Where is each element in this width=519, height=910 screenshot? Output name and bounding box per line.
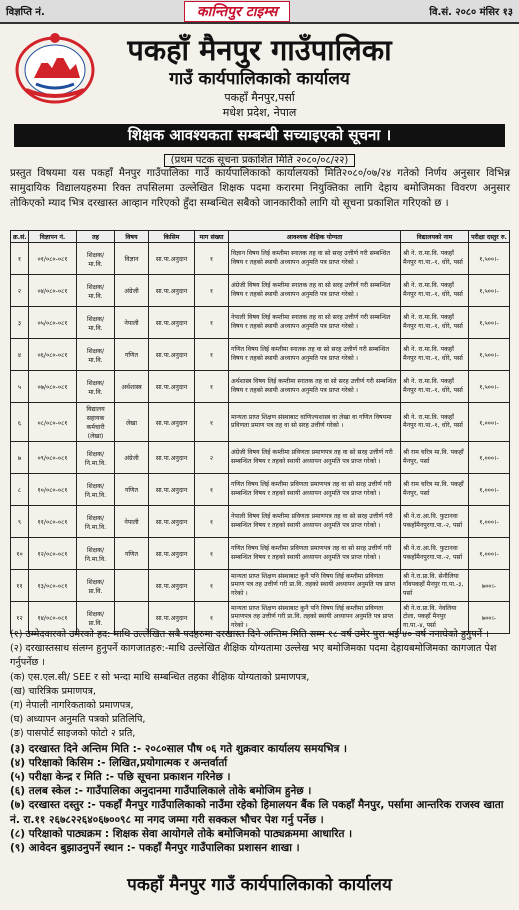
table-cell: १,०००।- [469, 442, 510, 474]
column-header: क्र.सं. [11, 231, 29, 243]
table-cell: १,५००।- [469, 339, 510, 371]
table-cell: शिक्षक/ मा.वि. [77, 371, 115, 403]
table-cell: श्री ने.रा.प्रा.वि. नेवलिया टोला, पकहाँ मैनपुर गा.पा.-४, पर्सा [401, 602, 469, 634]
table-cell: अंग्रेजी [115, 442, 149, 474]
footer-office-name: पकहाँ मैनपुर गाउँ कार्यपालिकाको कार्यालय [127, 875, 392, 895]
table-cell: गणित [115, 538, 149, 570]
notice-detail-item: (३) दरखास्त दिने अन्तिम मिति :- २०८०साल पौष ०६ गते शुक्रवार कार्यालय समयभित्र । [10, 742, 347, 755]
table-cell: ०९/०८०-०८१ [29, 442, 77, 474]
table-cell: अंग्रेजी विषय लिई कम्तीमा प्रविणता प्रमाणपत्र तह वा सो सरह उत्तीर्ण गरी सम्बन्धित विषय र तहको स्थायी अध्यापन अनुमति पत्र प्राप्त गरेको । [229, 442, 401, 474]
table-body [11, 243, 510, 634]
office-title: गाउँ कार्यपालिकाको कार्यालय [169, 69, 350, 89]
table-cell: ९ [11, 506, 29, 538]
table-cell: ११ [11, 570, 29, 602]
requirements-section [10, 628, 510, 855]
table-cell: १,५००।- [469, 275, 510, 307]
table-cell: ०१/०८०-०८१ [29, 243, 77, 275]
table-cell: नेपाली [115, 307, 149, 339]
table-cell: ०५/०८०-०८१ [29, 307, 77, 339]
notes-list [10, 742, 510, 856]
organization-title: पकहाँ मैनपुर गाउँपालिका [127, 33, 392, 67]
intro-paragraph: प्रस्तुत विषयमा यस पकहाँ मैनपुर गाउँपालिका गाउँ कार्यपालिकाको कार्यालयको मिति२०८०/०७/२४ गतेको निर्णय अनुसार विभिन्न सामुदायिक विद्यालयहरुमा रिक्त तपसिलमा उल्लेखित शिक्षक पदमा करारमा नियुक्तिका लागि देहाय बमोजिमका विवरण अनुसार तोकिएको म्याद भित्र दरखास्त आव्हान गरिएको हुँदा सम्बन्धित सबैको जानकारीको लागि यो सूचना प्रकाशित गरिएको छ । [10, 168, 510, 209]
notice-detail-item: (४) परिक्षाको किसिम :- लिखित,प्रयोगात्मक र अन्तर्वार्ता [10, 756, 228, 769]
table-row [11, 371, 510, 403]
table-cell: १४/०८०-०८१ [29, 602, 77, 634]
notice-banner: शिक्षक आवश्यकता सम्बन्धी सच्याइएको सूचना । [14, 124, 505, 147]
first-publication-note: (प्रथम पटक सूचना प्रकाशित मिति २०८०/०८/२२) [0, 152, 519, 166]
table-cell: मान्यता प्राप्त शिक्षण संस्थाबाट वाणिज्यशास्त्र वा लेखा वा गणित विषयमा प्रविणता प्रमाण पत्र तह वा सो सरह उत्तीर्ण गरेको । [229, 403, 401, 442]
table-cell: गणित विषय लिई कम्तीमा प्रविणता प्रमाणपत्र तह वा सो सरह उत्तीर्ण गरी सम्बन्धित विषय र तहको स्थायी अध्यापन अनुमति पत्र प्राप्त गरेको । [229, 474, 401, 506]
table-cell: ७००।- [469, 570, 510, 602]
table-cell: सा.पा.अनुदान [149, 474, 195, 506]
table-cell: गणित [115, 339, 149, 371]
table-cell: ०८/०८०-०८१ [29, 403, 77, 442]
table-cell: २ [11, 275, 29, 307]
table-cell: शिक्षक/ नि.मा.वि. [77, 442, 115, 474]
table-cell: अंग्रेजी विषय लिई कम्तीमा स्नातक तह वा सो सरह उत्तीर्ण गरी सम्बन्धित विषय र तहको स्थायी अध्यापन अनुमति पत्र प्राप्त गरेको । [229, 275, 401, 307]
table-cell: ३ [11, 307, 29, 339]
table-cell: सा.पा.अनुदान [149, 570, 195, 602]
table-cell: सा.पा.अनुदान [149, 307, 195, 339]
table-row [11, 474, 510, 506]
table-cell: १ [195, 339, 229, 371]
table-cell: १ [195, 570, 229, 602]
table-cell: गणित विषय लिई कम्तीमा स्नातक तह वा सो सरह उत्तीर्ण गरी सम्बन्धित विषय र तहको स्थायी अध्यापन अनुमति पत्र प्राप्त गरेको । [229, 339, 401, 371]
notice-detail-item: (९) आवेदन बुझाउनुपर्ने स्थान :- पकहाँ मैनपुर गाउँपालिका प्रशासन शाखा । [10, 842, 300, 855]
table-cell: ६ [11, 403, 29, 442]
table-cell: श्री ने. रा.मा.वि. पकहाँ मैनपुर गा.पा.-१, धोरे, पर्सा [401, 339, 469, 371]
table-cell: १२/०८०-०८१ [29, 538, 77, 570]
table-cell: लेखा [115, 403, 149, 442]
table-cell: सा.पा.अनुदान [149, 506, 195, 538]
table-cell: शिक्षक/ नि.मा.वि. [77, 506, 115, 538]
table-row [11, 506, 510, 538]
table-row [11, 243, 510, 275]
table-cell: श्री राम चरित्र मा.वि. पकहाँ मैनपुर, पर्सा [401, 442, 469, 474]
table-cell: सा.पा.अनुदान [149, 538, 195, 570]
column-header: विद्यालयको नाम [401, 231, 469, 243]
table-cell: नेपाली विषय लिई कम्तीमा स्नातक तह वा सो सरह उत्तीर्ण गरी सम्बन्धित विषय र तहको स्थायी अध्यापन अनुमति पत्र प्राप्त गरेको । [229, 307, 401, 339]
requirement-item: (ख) चारित्रिक प्रमाणपत्र, [10, 685, 96, 697]
table-cell: शिक्षक/ नि.मा.वि. [77, 538, 115, 570]
table-cell: १ [195, 371, 229, 403]
address-line-1: पकहाँ मैनपुर,पर्सा [224, 91, 295, 104]
requirement-item: (घ) अध्यापन अनुमति पत्रको प्रतिलिपि, [10, 714, 146, 726]
table-cell: १ [11, 243, 29, 275]
table-cell: ७ [11, 442, 29, 474]
vacancy-table [10, 230, 510, 634]
newspaper-header-bar [0, 0, 519, 24]
table-cell: श्री ने. रा.मा.वि. पकहाँ मैनपुर गा.पा.-१, धोरे, पर्सा [401, 307, 469, 339]
column-header: विज्ञापन नं. [29, 231, 77, 243]
table-cell: शिक्षक/ प्रा.वि. [77, 570, 115, 602]
table-cell [115, 570, 149, 602]
publication-date: वि.सं. २०८० मंसिर १३ [429, 7, 513, 18]
table-cell: ७००।- [469, 602, 510, 634]
table-cell: नेपाली विषय लिई कम्तीमा प्रविणता प्रमाणपत्र तह वा सो सरह उत्तीर्ण गरी सम्बन्धित विषय र तहको स्थायी अध्यापन अनुमति पत्र प्राप्त गरेको । [229, 506, 401, 538]
notice-number: विज्ञप्ति नं. [6, 7, 45, 18]
table-cell: विज्ञान विषय लिई कम्तीमा स्नातक तह वा सो सरह उत्तीर्ण गरी सम्बन्धित विषय र तहको स्थायी अध्यापन अनुमति पत्र प्राप्त गरेको । [229, 243, 401, 275]
table-cell: ४ [11, 339, 29, 371]
table-cell: शिक्षक/ मा.वि. [77, 275, 115, 307]
table-cell: मान्यता प्राप्त शिक्षण संस्थाबाट कुनै पनि विषय लिई कम्तीमा प्रविणता प्रमाण पत्र तह उत्तीर्ण गरी प्रा.वि. तहको स्थायी अध्यापन अनुमति पत्र प्राप्त गरेको । [229, 570, 401, 602]
table-cell: विज्ञान [115, 243, 149, 275]
newspaper-masthead: कान्तिपुर टाइम्स [184, 1, 290, 22]
table-cell: १,०००।- [469, 506, 510, 538]
table-cell: श्री ने.रा.प्रा.वि. सेनौलिया गाँवपकहाँ मैनपुर गा.पा.-३, पर्सा [401, 570, 469, 602]
table-cell: श्री राम चरित्र मा.वि. पकहाँ मैनपुर, पर्सा [401, 474, 469, 506]
table-cell: मान्यता प्राप्त शिक्षण संस्थाबाट कुनै पनि विषय लिई कम्तीमा प्रविणता प्रमाणपत्र तह उत्तीर्ण गरी प्रा.वि. तहको स्थायी अध्यापन अनुमति पत्र प्राप्त गरेको । [229, 602, 401, 634]
notice-detail-item: (७) दरखास्त दस्तुर :- पकहाँ मैनपुर गाउँपालिकाको नाउँमा रहेको हिमालयन बैंक लि पकहाँ मैनपुर, पर्सामा आन्तरिक राजस्व खाता नं. रा.११ २६७८२२६४०६७००९८ मा नगद जम्मा गरी सक्कल भौचर पेश गर्नु पर्नेछ । [10, 799, 504, 826]
table-row [11, 339, 510, 371]
table-row [11, 570, 510, 602]
address-line-2: मधेश प्रदेश, नेपाल [222, 106, 297, 119]
table-cell: १,५००।- [469, 307, 510, 339]
table-cell: विद्यालय सहायक कर्मचारी (लेखा) [77, 403, 115, 442]
table-cell: १३/०८०-०८१ [29, 570, 77, 602]
table-cell: ०४/०८०-०८१ [29, 275, 77, 307]
table-cell: ११/०८०-०८१ [29, 506, 77, 538]
table-cell: सा.पा.अनुदान [149, 442, 195, 474]
column-header: विषय [115, 231, 149, 243]
table-cell: शिक्षक/ प्रा.वि. [77, 602, 115, 634]
table-cell: १ [195, 307, 229, 339]
table-cell: ५ [11, 371, 29, 403]
table-cell: श्री ने. रा.मा.वि. पकहाँ मैनपुर गा.पा.-१, धोरे, पर्सा [401, 371, 469, 403]
table-cell: १,०००।- [469, 474, 510, 506]
table-cell: १ [195, 275, 229, 307]
table-cell: २ [195, 442, 229, 474]
column-header: परीक्षा दस्तुर रु. [469, 231, 510, 243]
notice-detail-item: (६) तलब स्केल :- गाउँपालिका अनुदानमा गाउँपालिकाले तोके बमोजिम हुनेछ । [10, 785, 312, 798]
table-cell: शिक्षक/ मा.वि. [77, 307, 115, 339]
table-cell: १२ [11, 602, 29, 634]
table-cell: १ [195, 602, 229, 634]
requirements-list [10, 628, 510, 742]
table-cell: ०७/०८०-०८१ [29, 371, 77, 403]
table-cell: १,५००।- [469, 371, 510, 403]
column-header: आवश्यक शैक्षिक योग्यता [229, 231, 401, 243]
table-cell: ८ [11, 474, 29, 506]
table-cell: १,५००।- [469, 243, 510, 275]
table-row [11, 275, 510, 307]
table-cell: १ [195, 538, 229, 570]
table-cell: श्री ने.रा.आ.वि. फुटानवा पकहाँमैनपुरगा.पा.-२, पर्सा [401, 506, 469, 538]
table-cell: श्री ने. रा.मा.वि. पकहाँ मैनपुर गा.पा.-१, धोरे, पर्सा [401, 243, 469, 275]
table-cell: ०६/०८०-०८१ [29, 339, 77, 371]
table-cell: श्री ने. रा.मा.वि. पकहाँ मैनपुर गा.पा.-१, धोरे, पर्सा [401, 403, 469, 442]
table-cell: शिक्षक/ मा.वि. [77, 243, 115, 275]
table-cell: गणित विषय लिई कम्तीमा प्रविणता प्रमाणपत्र तह वा सो सरह उत्तीर्ण गरी सम्बन्धित विषय र तहको स्थायी अध्यापन अनुमति पत्र प्राप्त गरेको । [229, 538, 401, 570]
table-cell: १ [195, 243, 229, 275]
table-cell: १,०००।- [469, 538, 510, 570]
notice-detail-item: (८) परिक्षाको पाठ्यक्रम : शिक्षक सेवा आयोगले तोके बमोजिमको पाठ्यक्रममा आधारित । [10, 827, 353, 840]
requirement-item: (क) एस.एल.सी/ SEE र सो भन्दा माथि सम्बन्धित तहका शैक्षिक योग्यताको प्रमाणपत्र, [10, 671, 310, 683]
table-cell: शिक्षक/ मा.वि. [77, 339, 115, 371]
table-cell: सा.पा.अनुदान [149, 275, 195, 307]
table-cell: अंग्रेजी [115, 275, 149, 307]
column-header: माग संख्या [195, 231, 229, 243]
requirement-item: (ग) नेपाली नागरिकताको प्रमाणपत्र, [10, 700, 134, 712]
table-cell: अर्थशास्त्र [115, 371, 149, 403]
table-header-row [11, 231, 510, 243]
table-cell: १०/०८०-०८१ [29, 474, 77, 506]
table-row [11, 538, 510, 570]
table-cell: सा.पा.अनुदान [149, 602, 195, 634]
table-cell: सा.पा.अनुदान [149, 371, 195, 403]
table-cell: १ [195, 474, 229, 506]
table-row [11, 403, 510, 442]
table-cell: १ [195, 506, 229, 538]
table-row [11, 442, 510, 474]
table-cell: शिक्षक/ नि.मा.वि. [77, 474, 115, 506]
table-cell: सा.पा.अनुदान [149, 339, 195, 371]
requirement-item: (ङ) पासपोर्ट साइजको फोटो २ प्रति, [10, 728, 136, 740]
notice-detail-item: (५) परीक्षा केन्द्र र मिति :- पछि सूचना प्रकाशन गरिनेछ । [10, 771, 231, 784]
table-cell: १ [195, 403, 229, 442]
requirement-item: (२) दरखास्तसाथ संलग्न हुनुपर्ने कागजातहरु:-माथि उल्लेखित शैक्षिक योग्यतामा उल्लेख भए बमोजिमका पदमा देहायबमोजिमका कागजात पेश गर्नुपर्नेछ । [10, 643, 497, 669]
table-cell: सा.पा.अनुदान [149, 243, 195, 275]
table-cell: श्री ने. रा.मा.वि. पकहाँ मैनपुर गा.पा.-१, धोरे, पर्सा [401, 275, 469, 307]
table-cell: १० [11, 538, 29, 570]
table-row [11, 307, 510, 339]
table-cell: श्री ने.रा.आ.वि. फुटानवा पकहाँमैनपुरगा.पा.-२, पर्सा [401, 538, 469, 570]
table-cell: १,०००।- [469, 403, 510, 442]
table-cell: सा.पा.अनुदान [149, 403, 195, 442]
requirement-item: (१) उम्मेदवारको उमेरको हद: माथि उल्लेखित सबै पदहरुमा दरखास्त दिने अन्तिम मिति सम्म १८ वर्ष उमेर पुरा भई ४० वर्ष ननाघेको हुनुपर्ने । [10, 629, 489, 640]
table-cell: अर्थशास्त्र विषय लिई कम्तीमा स्नातक तह वा सो सरह उत्तीर्ण गरी सम्बन्धित विषय र तहको स्थायी अध्यापन अनुमति पत्र प्राप्त गरेको । [229, 371, 401, 403]
column-header: किसिम [149, 231, 195, 243]
table-cell: गणित [115, 474, 149, 506]
column-header: तह [77, 231, 115, 243]
table-cell: नेपाली [115, 506, 149, 538]
